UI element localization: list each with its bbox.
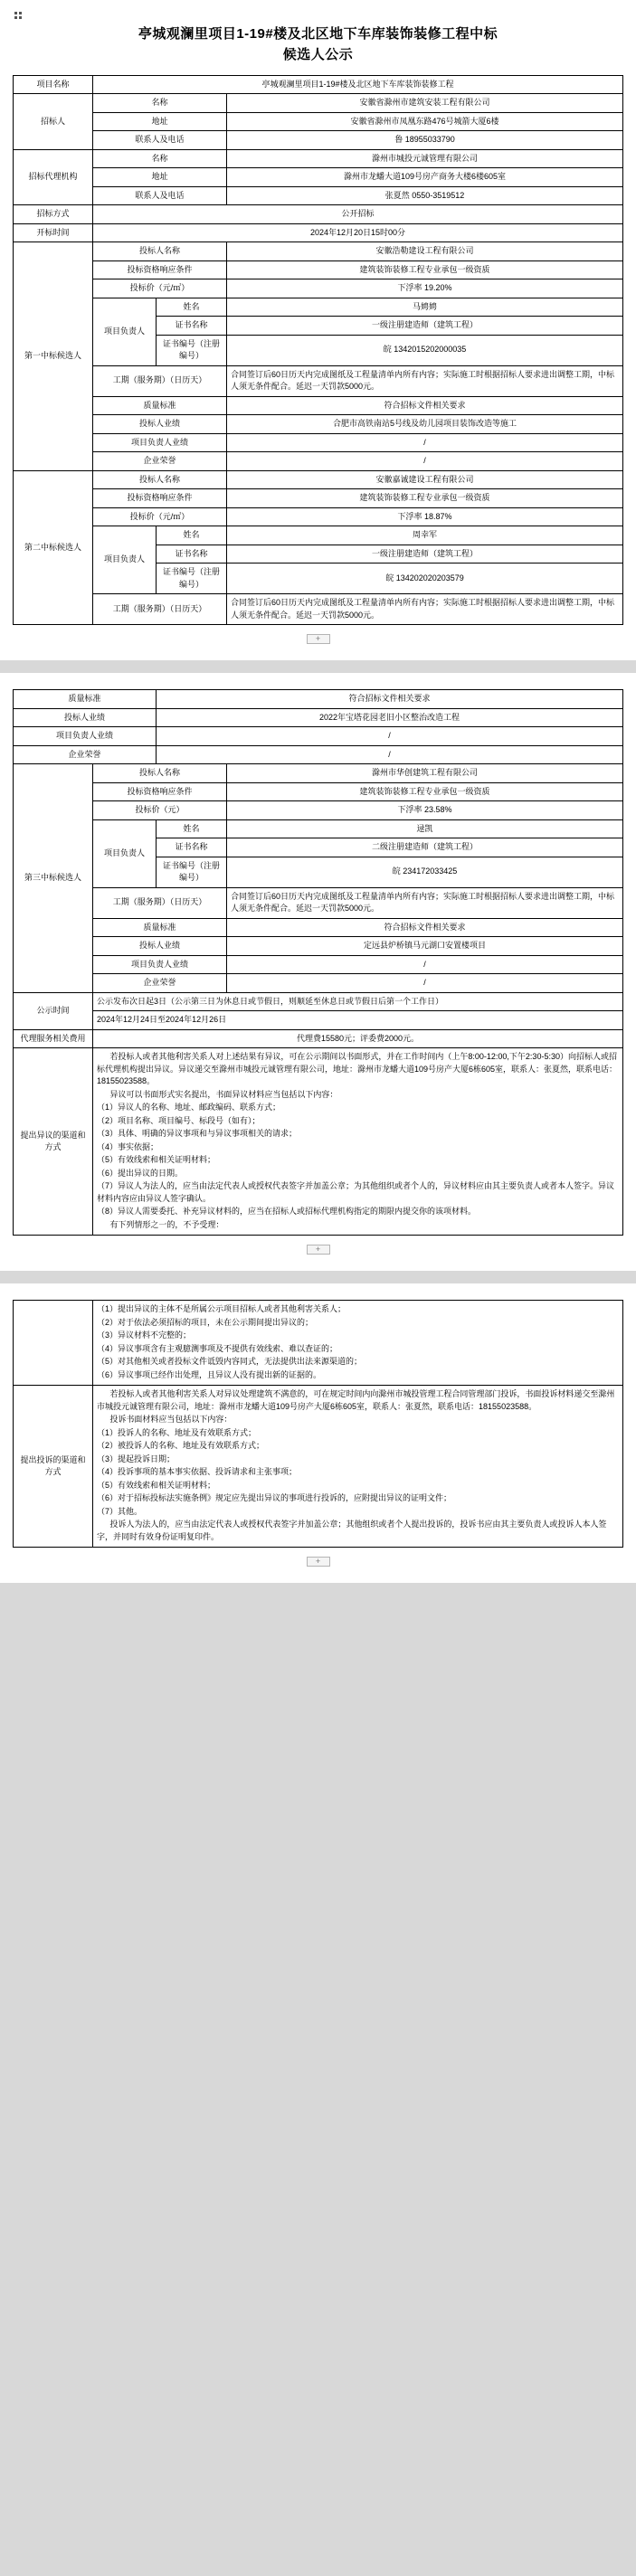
label-manager-performance-1: 项目负责人业绩 <box>93 433 227 452</box>
bid-result-table <box>13 75 623 626</box>
complaint-item-1: （1）投诉人的名称、地址及有效联系方式； <box>97 1427 257 1437</box>
table-row <box>14 242 623 261</box>
table-row <box>14 298 623 317</box>
value-bidder-name-1: 安徽浩勒建设工程有限公司 <box>227 242 623 261</box>
label-cert-name: 证书名称 <box>157 545 227 564</box>
label-bid-price-1: 投标价（元/㎡） <box>93 279 227 298</box>
value-enterprise-honor-1: / <box>227 452 623 471</box>
complaint-precondition-2: （2）对于依法必须招标的项目，未在公示期间提出异议的； <box>97 1317 314 1327</box>
complaint-item-2: （2）被投诉人的名称、地址及有效联系方式； <box>97 1441 265 1450</box>
value-duration-2: 合同签订后60日历天内完成图纸及工程量清单内所有内容；实际施工时根据招标人要求进出调整工期，中标人须无条件配合。延迟一天罚款5000元。 <box>227 594 623 625</box>
complaint-item-5: （5）有效线索和相关证明材料； <box>97 1480 216 1490</box>
bid-result-table-continued <box>13 689 623 1236</box>
value-qualification-3: 建筑装饰装修工程专业承包一级资质 <box>227 782 623 801</box>
objection-paragraph-1: 若投标人或者其他利害关系人对上述结果有异议，可在公示期间以书面形式，并在工作时间内（上午8:00-12:00,下午2:30-5:30）向招标人或招标代理机构提出异议。异议递交至滁州市城投元诚管理有限公司，地址：滁州市龙蟠大道109号房产大厦6栋605室，联系人：张夏然，联系电话：18155023588。 <box>97 1052 618 1085</box>
complaint-precondition-4: （4）异议事项含有主观臆测事项及不提供有效线索、难以查证的； <box>97 1343 338 1353</box>
add-page-button[interactable]: + <box>307 1245 330 1255</box>
label-cert-number: 证书编号（注册编号） <box>157 857 227 887</box>
label-cert-number: 证书编号（注册编号） <box>157 564 227 594</box>
value-objection-channel <box>93 1048 623 1236</box>
table-row <box>14 955 623 974</box>
grid-menu-icon[interactable] <box>14 12 22 19</box>
table-row <box>14 764 623 783</box>
label-cert-name: 证书名称 <box>157 838 227 857</box>
complaint-precondition-6: （6）异议事项已经作出处理，且异议人没有提出新的证据的。 <box>97 1369 322 1379</box>
table-row <box>14 1029 623 1048</box>
label-qualification: 投标资格响应条件 <box>93 260 227 279</box>
label-cert-name: 证书名称 <box>157 317 227 336</box>
value-tenderee-contact: 鲁 18955033790 <box>227 131 623 150</box>
value-enterprise-honor-3: / <box>227 974 623 993</box>
table-row <box>14 992 623 1011</box>
label-duration-1: 工期（服务期）（日历天） <box>93 365 227 396</box>
table-row <box>14 1048 623 1236</box>
complaint-precondition-1: （1）提出异议的主体不是所属公示项目招标人或者其他利害关系人； <box>97 1304 346 1313</box>
label-enterprise-honor-2: 企业荣誉 <box>14 745 157 764</box>
table-row <box>14 489 623 508</box>
label-qualification: 投标资格响应条件 <box>93 489 227 508</box>
label-enterprise-honor-1: 企业荣誉 <box>93 452 227 471</box>
label-tender-method: 招标方式 <box>14 205 93 224</box>
label-bidder-name: 投标人名称 <box>93 764 227 783</box>
value-manager-performance-3: / <box>227 955 623 974</box>
table-row <box>14 260 623 279</box>
label-duration-2: 工期（服务期）（日历天） <box>93 594 227 625</box>
value-tenderee-address: 安徽省滁州市凤凰东路476号城箭大厦6楼 <box>227 112 623 131</box>
table-row <box>14 937 623 956</box>
value-quality-3: 符合招标文件相关要求 <box>227 918 623 937</box>
table-row <box>14 205 623 224</box>
table-row <box>14 415 623 434</box>
value-agency-address: 滁州市龙蟠大道109号房产商务大楼6楼605室 <box>227 168 623 187</box>
value-quality-1: 符合招标文件相关要求 <box>227 396 623 415</box>
table-row <box>14 782 623 801</box>
table-row <box>14 507 623 526</box>
label-project-manager-1: 项目负责人 <box>93 298 157 365</box>
complaint-precondition-5: （5）对其他相关或者投标文件诋毁内容同式，无法提供出法来源渠道的； <box>97 1357 363 1366</box>
label-bidder-name: 投标人名称 <box>93 470 227 489</box>
table-row <box>14 75 623 94</box>
table-row <box>14 708 623 727</box>
value-enterprise-honor-2: / <box>157 745 623 764</box>
value-duration-3: 合同签订后60日历天内完成图纸及工程量清单内所有内容；实际施工时根据招标人要求进出调整工期，中标人须无条件配合。延迟一天罚款5000元。 <box>227 887 623 918</box>
value-bid-price-3: 下浮率 23.58% <box>227 801 623 820</box>
objection-reject-list-spacer <box>14 1301 93 1386</box>
value-cert-number-2: 皖 134202020203579 <box>227 564 623 594</box>
value-bid-price-1: 下浮率 19.20% <box>227 279 623 298</box>
add-page-button[interactable]: + <box>307 634 330 644</box>
label-complaint-channel: 提出投诉的渠道和方式 <box>14 1386 93 1548</box>
objection-item-4: （4）事实依据； <box>97 1141 159 1151</box>
value-bidder-performance-1: 合肥市高铁南站5号线及幼儿园项目装饰改造等施工 <box>227 415 623 434</box>
complaint-precondition-3: （3）异议材料不完整的； <box>97 1331 192 1340</box>
label-quality-2: 质量标准 <box>14 690 157 709</box>
table-row <box>14 690 623 709</box>
value-quality-2: 符合招标文件相关要求 <box>157 690 623 709</box>
page-title-line1: 亭城观澜里项目1-19#楼及北区地下车库装饰装修工程中标 <box>138 26 498 42</box>
label-publicity-period: 公示时间 <box>14 992 93 1029</box>
table-row <box>14 819 623 838</box>
objection-item-2: （2）项目名称、项目编号、标段号（如有）； <box>97 1115 261 1125</box>
label-candidate-1: 第一中标候选人 <box>14 242 93 471</box>
label-duration-3: 工期（服务期）（日历天） <box>93 887 227 918</box>
table-row <box>14 974 623 993</box>
complaint-item-3: （3）提起投诉日期； <box>97 1454 176 1463</box>
table-row <box>14 887 623 918</box>
objection-item-6: （6）提出异议的日期。 <box>97 1168 184 1178</box>
document-page-1 <box>0 0 636 660</box>
label-project-manager-3: 项目负责人 <box>93 819 157 887</box>
table-row <box>14 94 623 113</box>
label-quality-3: 质量标准 <box>93 918 227 937</box>
page-title-line2: 候选人公示 <box>282 47 354 63</box>
complaint-item-4: （4）投诉事项的基本事实依据、投诉请求和主张事项； <box>97 1467 298 1476</box>
document-page-3 <box>0 1283 636 1583</box>
value-cert-name-1: 一级注册建造师（建筑工程） <box>227 317 623 336</box>
objection-item-3: （3）具体、明确的异议事项和与异议事项相关的请求； <box>97 1129 298 1138</box>
table-row <box>14 727 623 746</box>
value-complaint-channel <box>93 1386 623 1548</box>
table-row <box>14 452 623 471</box>
table-row <box>14 918 623 937</box>
value-bidder-name-2: 安徽嘉诚建设工程有限公司 <box>227 470 623 489</box>
value-duration-1: 合同签订后60日历天内完成图纸及工程量清单内所有内容；实际施工时根据招标人要求进出调整工期，中标人须无条件配合。延迟一天罚款5000元。 <box>227 365 623 396</box>
complaint-item-6: （6）对于招标投标法实施条例》规定应先提出异议的事项进行投诉的，应附提出异议的证明文件； <box>97 1493 452 1502</box>
objection-paragraph-5: 有下列情形之一的，不予受理： <box>109 1219 224 1229</box>
value-tender-method: 公开招标 <box>93 205 623 224</box>
label-objection-channel: 提出异议的渠道和方式 <box>14 1048 93 1236</box>
objection-paragraph-4: （8）异议人需要委托、补充异议材料的，应当在招标人或招标代理机构指定的期限内提交你的该项材料。 <box>97 1207 477 1216</box>
label-enterprise-honor-3: 企业荣誉 <box>93 974 227 993</box>
label-agency-contact: 联系人及电话 <box>93 186 227 205</box>
page-footer-2 <box>13 1245 623 1255</box>
value-cert-name-2: 一级注册建造师（建筑工程） <box>227 545 623 564</box>
label-tenderee-address: 地址 <box>93 112 227 131</box>
label-agency-name: 名称 <box>93 149 227 168</box>
value-manager-name-3: 逯凯 <box>227 819 623 838</box>
complaint-paragraph-3: 投诉人为法人的，应当由法定代表人或授权代表签字并加盖公章；其他组织或者个人提出投诉的，投诉书应由其主要负责人或投诉人本人签字，并同时有效身份证明复印件。 <box>97 1520 607 1541</box>
value-manager-name-1: 马娉娉 <box>227 298 623 317</box>
objection-reject-list <box>93 1301 623 1386</box>
value-bid-price-2: 下浮率 18.87% <box>227 507 623 526</box>
label-bid-open-time: 开标时间 <box>14 223 93 242</box>
value-qualification-2: 建筑装饰装修工程专业承包一级资质 <box>227 489 623 508</box>
value-publicity-period-line1: 公示发布次日起3日（公示第三日为休息日或节假日，则顺延至休息日或节假日后第一个工作日） <box>93 992 623 1011</box>
complaint-item-7: （7）其他。 <box>97 1506 143 1516</box>
label-manager-performance-2: 项目负责人业绩 <box>14 727 157 746</box>
objection-paragraph-3: （7）异议人为法人的，应当由法定代表人或授权代表签字并加盖公章；为其他组织或者个人的，异议材料应由其主要负责人或者本人签字。异议材料内容应由异议人签字确认。 <box>97 1181 615 1203</box>
page-title <box>13 24 623 66</box>
value-bidder-name-3: 滁州市华创建筑工程有限公司 <box>227 764 623 783</box>
label-agency-fee: 代理服务相关费用 <box>14 1029 93 1048</box>
value-tenderee-name: 安徽省滁州市建筑安装工程有限公司 <box>227 94 623 113</box>
value-qualification-1: 建筑装饰装修工程专业承包一级资质 <box>227 260 623 279</box>
value-manager-performance-1: / <box>227 433 623 452</box>
value-manager-name-2: 周幸军 <box>227 526 623 545</box>
table-row <box>14 1011 623 1030</box>
label-qualification: 投标资格响应条件 <box>93 782 227 801</box>
label-bid-price-3: 投标价（元） <box>93 801 227 820</box>
value-agency-name: 滁州市城投元诚管理有限公司 <box>227 149 623 168</box>
table-row <box>14 526 623 545</box>
table-row <box>14 1386 623 1548</box>
table-row <box>14 1301 623 1386</box>
label-person-name: 姓名 <box>157 819 227 838</box>
complaint-paragraph-1: 若投标人或者其他利害关系人对异议处理建筑不满意的，可在规定时间内向滁州市城投管理工程合同管理部门投诉，书面投诉材料递交至滁州市城投元诚管理有限公司，地址：滁州市龙蟠大道109号房产大厦6栋605室，联系人：张夏然，联系电话：18155023588。 <box>97 1389 615 1411</box>
label-bidder-performance-2: 投标人业绩 <box>14 708 157 727</box>
label-bidder-name: 投标人名称 <box>93 242 227 261</box>
label-manager-performance-3: 项目负责人业绩 <box>93 955 227 974</box>
table-row <box>14 223 623 242</box>
value-manager-performance-2: / <box>157 727 623 746</box>
label-candidate-2: 第二中标候选人 <box>14 470 93 625</box>
label-quality-1: 质量标准 <box>93 396 227 415</box>
complaint-table <box>13 1300 623 1548</box>
value-cert-number-3: 皖 234172033425 <box>227 857 623 887</box>
label-agency-address: 地址 <box>93 168 227 187</box>
page-footer-3 <box>13 1557 623 1567</box>
page-menu-bar <box>13 9 623 22</box>
table-row <box>14 594 623 625</box>
label-project-manager-2: 项目负责人 <box>93 526 157 594</box>
page-footer-1 <box>13 634 623 644</box>
table-row <box>14 168 623 187</box>
table-row <box>14 279 623 298</box>
label-tenderee-contact: 联系人及电话 <box>93 131 227 150</box>
value-cert-name-3: 二级注册建造师（建筑工程） <box>227 838 623 857</box>
value-bidder-performance-2: 2022年宝塔花园老旧小区整治改造工程 <box>157 708 623 727</box>
objection-item-5: （5）有效线索和相关证明材料； <box>97 1155 216 1164</box>
label-person-name: 姓名 <box>157 526 227 545</box>
complaint-paragraph-2: 投诉书面材料应当包括以下内容： <box>109 1415 233 1424</box>
table-row <box>14 112 623 131</box>
table-row <box>14 131 623 150</box>
value-publicity-period-line2: 2024年12月24日至2024年12月26日 <box>93 1011 623 1030</box>
value-cert-number-1: 皖 1342015202000035 <box>227 335 623 365</box>
objection-item-1: （1）异议人的名称、地址、邮政编码、联系方式； <box>97 1103 281 1112</box>
table-row <box>14 470 623 489</box>
table-row <box>14 149 623 168</box>
label-candidate-3: 第三中标候选人 <box>14 764 93 993</box>
label-tenderee: 招标人 <box>14 94 93 150</box>
label-agency: 招标代理机构 <box>14 149 93 205</box>
document-page-2 <box>0 673 636 1271</box>
label-bidder-performance-1: 投标人业绩 <box>93 415 227 434</box>
label-bidder-performance-3: 投标人业绩 <box>93 937 227 956</box>
value-project-name: 亭城观澜里项目1-19#楼及北区地下车库装饰装修工程 <box>93 75 623 94</box>
label-bid-price-2: 投标价（元/㎡） <box>93 507 227 526</box>
table-row <box>14 433 623 452</box>
label-project-name: 项目名称 <box>14 75 93 94</box>
label-tenderee-name: 名称 <box>93 94 227 113</box>
table-row <box>14 745 623 764</box>
value-agency-contact: 张夏然 0550-3519512 <box>227 186 623 205</box>
table-row <box>14 365 623 396</box>
value-bid-open-time: 2024年12月20日15时00分 <box>93 223 623 242</box>
value-bidder-performance-3: 定远县炉桥镇马元湖口安置楼项目 <box>227 937 623 956</box>
value-agency-fee: 代理费15580元；评委费2000元。 <box>93 1029 623 1048</box>
table-row <box>14 801 623 820</box>
table-row <box>14 186 623 205</box>
add-page-button[interactable]: + <box>307 1557 330 1567</box>
label-person-name: 姓名 <box>157 298 227 317</box>
table-row <box>14 396 623 415</box>
objection-paragraph-2: 异议可以书面形式实名提出，书面异议材料应当包括以下内容： <box>109 1089 338 1099</box>
label-cert-number: 证书编号（注册编号） <box>157 335 227 365</box>
